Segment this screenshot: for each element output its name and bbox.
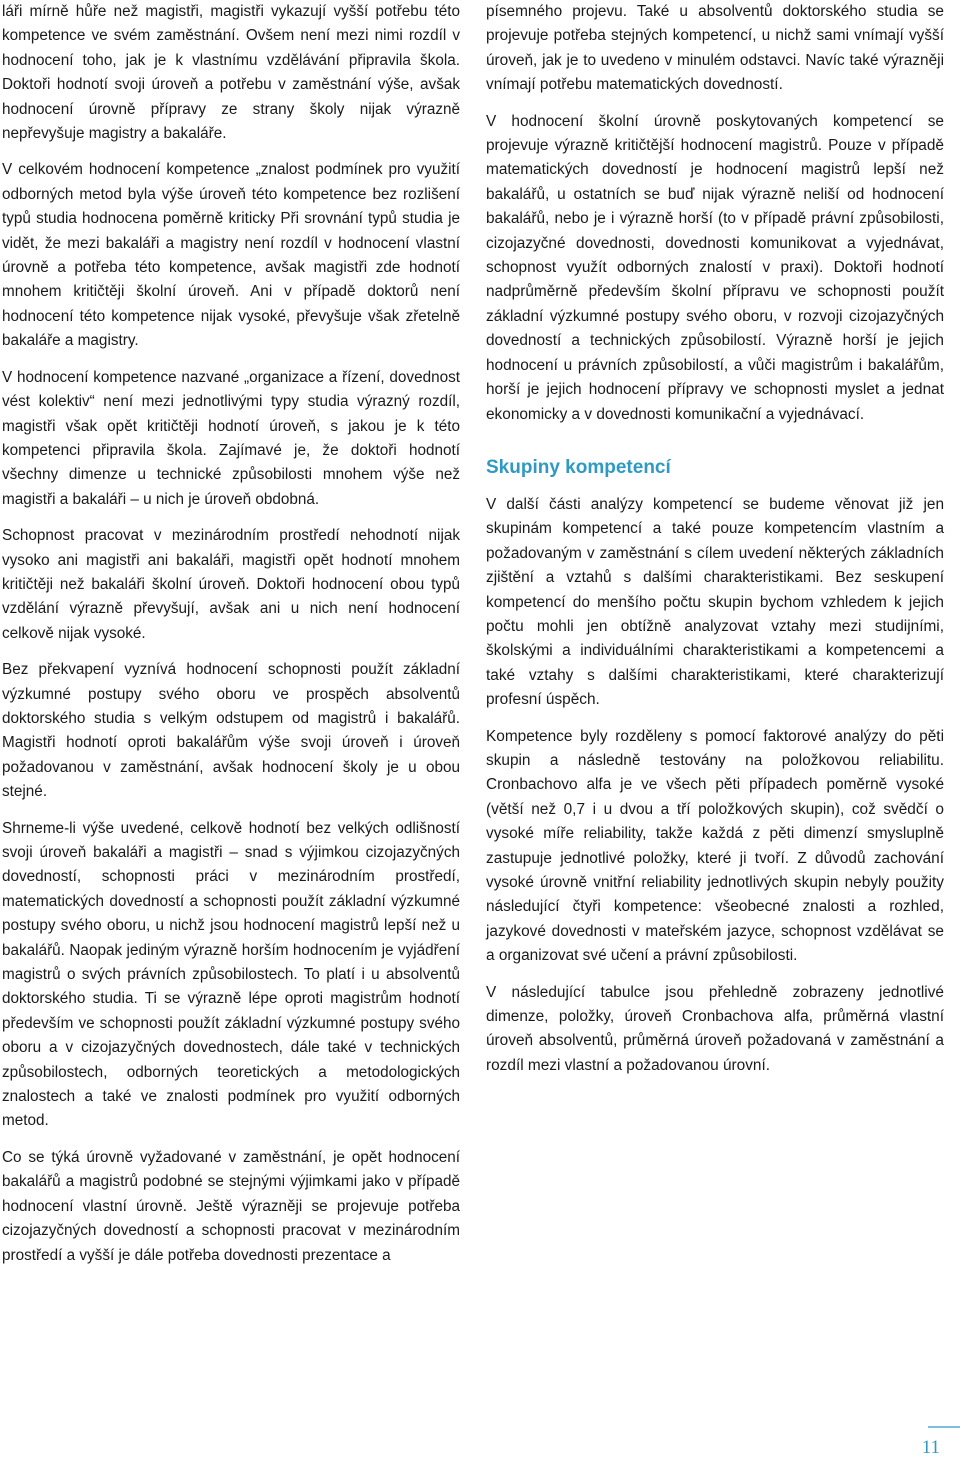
paragraph: V další části analýzy kompetencí se budeme věnovat již jen skupinám kompetencí a také pouze kompetencím vlastním a požadovaným v zaměstnání s cílem uvedení některých základních zjištění a vztahů s dalšími charakteristikami. Bez seskupení kompetencí do menšího počtu skupin bychom vzhledem k jejich počtu mohli jen obtížně analyzovat vztahy mezi studijními, školskými a individuálními charakteristikami a kompetencemi a také vztahy s dalšími charakteristikami, které charakterizují profesní úspěch. (486, 495, 944, 709)
page-number: 11 (921, 1437, 940, 1458)
paragraph: Co se týká úrovně vyžadované v zaměstnání, je opět hodnocení bakalářů a magistrů podobné se stejnými výjimkami jako v případě hodnocení vlastní úrovně. Ještě výrazněji se projevuje potřeba cizojazyčných dovedností a schopnosti pracovat v mezinárodním prostředí a vyšší je dále potřeba dovednosti prezentace a (2, 1148, 460, 1264)
paragraph: V hodnocení kompetence nazvané „organizace a řízení, dovednost vést kolektiv“ není mezi jednotlivými typy studia výrazný rozdíl, magistři však opět kritičtěji hodnotí úroveň, s jakou je k této kompetenci připravila škola. Zajímavé je, že doktoři hodnotí všechny dimenze u technické způsobilosti mnohem výše než magistři a bakaláři – u nich je úroveň obdobná. (2, 368, 460, 508)
paragraph: Kompetence byly rozděleny s pomocí faktorové analýzy do pěti skupin a následně testovány na položkovou reliabilitu. Cronbachovo alfa je ve všech pěti případech poměrně vysoké (větší než 0,7 i u dvou a tří položkových skupin), což svědčí o vysoké míře reliability, takže každá z pěti dimenzí smysluplně zastupuje jednotlivé položky, které ji tvoří. Z důvodů zachování vysoké úrovně vnitřní reliability jednotlivých skupin nebyly použity následující čtyři kompetence: všeobecné znalosti a rozhled, jazykové dovednosti v mateřském jazyce, schopnost vzdělávat se a organizovat své učení a právní způsobilosti. (486, 727, 944, 965)
paragraph: Bez překvapení vyznívá hodnocení schopnosti použít základní výzkumné postupy svého oboru ve prospěch absolventů doktorského studia s velkým odstupem od magistrů i bakalářů. Magistři hodnotí oproti bakalářům výše svoji úroveň i úroveň požadovanou v zaměstnání, avšak hodnocení školy je u obou stejné. (2, 661, 460, 801)
paragraph: Schopnost pracovat v mezinárodním prostředí nehodnotí nijak vysoko ani magistři ani bakaláři, magistři opět hodnotí mnohem kritičtěji než bakaláři školní úroveň. Doktoři hodnocení obou typů vzdělání výrazně převyšují, avšak ani u nich není hodnocení celkově nijak vysoké. (2, 527, 460, 642)
paragraph: V následující tabulce jsou přehledně zobrazeny jednotlivé dimenze, položky, úroveň Cronbachova alfa, průměrná vlastní úroveň absolventů, průměrná úroveň požadovaná v zaměstnání a rozdíl mezi vlastní a požadovanou úrovní. (486, 983, 944, 1074)
right-column (486, 0, 944, 1090)
left-column (2, 0, 460, 1280)
section-heading: Skupiny kompetencí (486, 456, 671, 478)
paragraph: Shrneme-li výše uvedené, celkově hodnotí bez velkých odlišností svoji úroveň bakaláři a magistři – snad s výjimkou cizojazyčných dovedností, schopnosti práci v mezinárodním prostředí, matematických dovedností a schopnosti použít základní výzkumné postupy svého oboru, u nichž jsou hodnocení magistrů lepší než u bakalářů. Naopak jediným výrazně horším hodnocením je vyjádření magistrů o svých právních způsobilostech. To platí i u absolventů doktorského studia. Ti se výrazně lépe oproti magistrům hodnotí především ve schopnosti použít základní výzkumné postupy svého oboru a v cizojazyčných dovednostech, dále také v technických způsobilostech, odborných teoretických a metodologických znalostech a také ve znalosti podmínek pro využití odborných metod. (2, 819, 460, 1130)
paragraph: písemného projevu. Také u absolventů doktorského studia se projevuje potřeba stejných kompetencí, u nichž sami vnímají vyšší úroveň, jak je to uvedeno v minulém odstavci. Navíc také výrazněji vnímají potřebu matematických dovedností. (486, 3, 944, 94)
paragraph: V hodnocení školní úrovně poskytovaných kompetencí se projevuje výrazně kritičtější hodnocení magistrů. Pouze v případě matematických dovedností je hodnocení magistrů lepší než bakalářů, u ostatních se buď nijak výrazně neliší od hodnocení bakalářů, nebo je i výrazně horší (to v případě právní způsobilosti, cizojazyčné dovednosti, dovednosti komunikovat a vyjednávat, schopnost využít odborných znalostí v praxi). Doktoři hodnotí nadprůměrně především školní přípravu ve schopnosti použít základní výzkumné postupy svého oboru, v rozvoji cizojazyčných dovedností a technických způsobilostí. Výrazně horší je jejich hodnocení u právních způsobilostí, a vůči magistrům i bakalářům, horší je jejich hodnocení přípravy ve schopnosti myslet a jednat ekonomicky a v dovednosti komunikační a vyjednávací. (486, 112, 944, 423)
paragraph: V celkovém hodnocení kompetence „znalost podmínek pro využití odborných metod byla výše úroveň této kompetence bez rozlišení typů studia hodnocena poměrně kriticky Při srovnání typů studia je vidět, že mezi bakaláři a magistry není rozdíl v hodnocení vlastní úrovně a potřeba této kompetence, avšak magistři zde hodnotí mnohem kritičtěji školní úroveň. Ani v případě doktorů není hodnocení této kompetence nijak vysoké, převyšuje však zřetelně bakaláře a magistry. (2, 161, 460, 350)
paragraph: láři mírně hůře než magistři, magistři vykazují vyšší potřebu této kompetence ve svém zaměstnání. Ovšem není mezi nimi rozdíl v hodnocení toho, jak je k vlastnímu vzdělávání připravila škola. Doktoři hodnotí svoji úroveň a potřebu v zaměstnání výše, avšak hodnocení úrovně přípravy ze strany školy nijak výrazně nepřevyšuje magistry a bakaláře. (2, 3, 460, 143)
footer-rule (928, 1426, 960, 1428)
